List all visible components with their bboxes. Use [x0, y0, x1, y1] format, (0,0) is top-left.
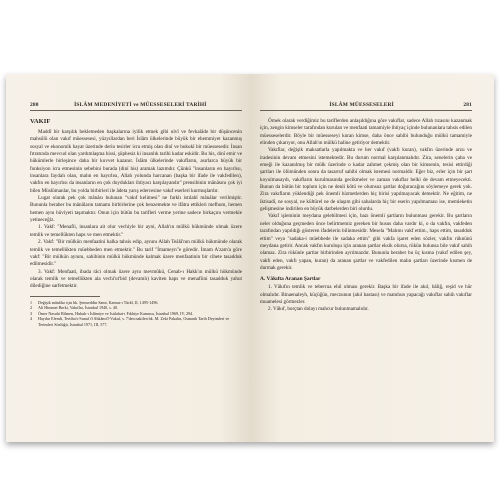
footnote-number: 4: [30, 316, 33, 322]
left-paragraph: Lugat olarak pek çok mânâsı bulunan "vakıf kelimesi" ne farklı istılahî mânâlar verilmiştir. Bununla beraber bu mânâların tamamı birbirlerine çok benzemekte ve ifâtra ettikleri mefhum, hemen hemen aynı hüviyeti taşımaktır. Onun için bütün bu tarifleri verme yerine sadece birkaçını vermekle yetineceğiz.: [30, 195, 242, 224]
footnote: [30, 316, 242, 327]
right-paragraph: Vakıf işleminin meydana gelebilmesi için, bazı önemli şartların bulunması gerekir. Bu şartların neler olduğuna geçmeden önce belirtmemiz gereken bir husus daha vardır ki, o da vakfın, vakfeden tarafından yapıldığı gösteren ifadelerin bilinmesidir. Mesela "Malımı vakf ettim., haps ettim, tasadduk ettim" veya "sadaka-i müebbede ile sadaka ettim" gibi vakfa işaret eden sözler, vakfın rüknünü meydana getirir. Ancak vakfın kuruluşu için aranan şartlar eksik olursa, rükün bulunsa bile vakıf sahih olamaz. Zira rükünle şartlar birbirinden ayrılmazdır. Bununla beraber bu üç kısma (vakıf edilen şey, vakfı eden, vakfı yapan, kuran) da aranan şartlar ve vakfedilen malın şartları üzerinde kısmen de durmak gerekir.: [260, 213, 472, 271]
footnote-number: 3: [30, 310, 33, 316]
right-running-title: İSLÂM MÜESSESELERİ: [329, 102, 394, 108]
left-page-header: [30, 102, 242, 111]
definition-item: 2. Vakf: "Bir mülkün menfaatini halka tahsis edip, aynını Allah Teâlâ'nın mülkü hükmünde olarak temlik ve temellükten müebbeden men etmektir." Bu tarif "İmameyn"e göredir. İmam A'zam'a göre vakf: "Bir mülkün aynını, sahibinin mülkü hükmünde kalmak üzere menfaatinin bir cihete tasadduk edilmesidir.": [30, 239, 242, 268]
footnote-number: 1: [30, 299, 33, 305]
left-page: [6, 74, 250, 442]
footnotes: [30, 300, 242, 328]
footnote-number: 2: [30, 305, 33, 311]
right-paragraph: Vakıflar, değişik maksatlarla yapılmakta ve her vakıf (vakfı kuran), vakfın üzerinde arzu ve iradesinin devam etmesini istemektedir. Bu durum normal karşılanmalıdır. Zira, senelerin çaba ve emeği ile kazanılmış bir mülk üzerinde o kadar zahmet çekmiş olan bir kimsenin, tesisi ettirdiği şartları ile ölümünden sonra da tasarruf sahibi olmak istemesi normaldir. Eğer biz, erler için bir şart koyulmasaydı, vakıfların kurulmasında gecikmeler ve zaman vakıflar belki de devam etmeyecekti. Bunun da bütün bir toplum için ne denli kötü ve olumsuz şartlar doğuracağını söylemeye gerek yok. Zira vakıfların yüklendiği pek önemli hizmetlerden hiç birisi yapılmayacak demektir. Ne eğitim, ne iktisadî, ne sosyal, ne kültürel ne de ulaşım gibi sahalarda hiç bir eserin yapılmaması ise, memleketin gelişmesine indirilen en büyük darbelerden biri olurdu.: [260, 147, 472, 213]
footnote-text: Ali Himmet Berki, Vakıflar, İstanbul 1940, s. 40.: [38, 305, 119, 311]
footnote-text: Haydar Efendi, Tertibu's-Sunuf fî Ahkâmi'l-Vukuf, s. 7'den nakilen bk. M. Zeki Pakalın, Osmanlı Tarih Deyimleri ve Terimleri Sözlüğü, İstanbul 1971, III, 577.: [38, 316, 230, 327]
condition-item: 1. Vâkıfın temlik ve teberrua ehil olması gerekir. Başka bir ifade ile akıl, bâliğ, reşid ve hür olmalıdır. Binaenaleyh, küçüğün, meczunun (akıl hastası) ve matuhun yapacağı vakıflar sahih vakıflar muamelesi görmezler.: [260, 284, 472, 305]
definition-item: 1. Vakf: "Menafii, insanlara ait olur vechiyle bir ayni, Allah'ın mülkü hükmünde olmak üzere temlik ve temellükten haps ve men etmektir.": [30, 224, 242, 238]
condition-item: 2. Vâkıf, borçtan dolayı mahcur bulunmamalıdır.: [268, 306, 369, 313]
left-paragraph: Maddî bir karşılık beklemeden başkalarına iyilik etmek gibi ulvî ve fevkalâde bir düşüncenin mahsûlü olan vakıf müessesesi, yüzyıllardan beri İslâm ülkelerinde büyük bir ehemmiyet kazanmış sosyal ve ekonomik hayat üzerinde derin tesirler icra etmiş olan dinî ve hukukî bir müessesedir. İnsan fıtratında mevcud olan yardımlaşma hissi, şüphesiz ki insanlık tarihi kadar eskidir. Bu his, dinî emir ve hükümlerle birleşince daha bir kuvvet kazanır. İslâm ülkelerinde vakıfların, asırlarca büyük bir fonksiyon icra etmesinin sebebini burada (dinî his) aramak lazımdır. Çünkü "insanların en hayırlısı, insanlara faydalı olan, malın en hayırlısı, Allah yolunda harcanan (başka bir ifade ile vakfedilen), vakfın en hayırlısı da insanların en çok duydukları ihtiyacı karşılayandır" prensibinin mânâsını çok iyi bilen Müslümanlar, bu yolda birbirleri ile âdeta yarış edercesine vakıf eserleri kurmuşlardır.: [30, 129, 242, 194]
definition-item: 3. Vakf: Menfaati, ibada râci olmak üzere aynı mevmûkü, Cenab-ı Hakk'ın mülkü hükmünde olarak temlik ve temellükten ala vechi'ut'bid (devamlı) kaviten haps ve menafiini tasadduk yahut dilediğine sarfetmektir.: [30, 268, 242, 290]
footnote-divider: [30, 296, 100, 297]
section-title: VAKIF: [30, 118, 51, 125]
footnote-text: Ömer Nasuhi Bilmen, Hukuk-ı İslâmiye ve Istılahat-ı Fıkhiye Kamusu, İstanbul 1969, IV, 294.: [38, 310, 194, 316]
right-page-number: 281: [463, 102, 472, 108]
right-page-header: [260, 102, 472, 111]
subsection-title: A. Vâkıfta Aranan Şartlar: [260, 276, 321, 283]
right-paragraph: Örnek olarak verdiğimiz bu tariflerden anlaşıldığına göre vakıflar, sadece Allah rızasını kazanmak için, zengin kimseler tarafından kurulan ve menfaati tamamiyle ihtiyaç içinde bulunanlara tahsis edilen müesseselerdir. Böyle bir müesseseyi kuran kimse, daha önce sahibi bulunduğu mülkü tamamiyle elinden çıkarıyor, onu Allah'ın mülkü haline getiriyor demektir.: [260, 118, 472, 147]
footnote-text: Değişik mânâlar için bk. Şemseddin Sami, Kamus-ı Türkî, II, 1495-1496.: [38, 299, 159, 305]
left-running-title: İSLÂM MEDENİYETİ ve MÜESSESELERİ TARİHİ: [74, 102, 207, 108]
left-page-number: 280: [30, 102, 39, 108]
right-page: [250, 74, 494, 442]
open-book-spread: [6, 74, 494, 442]
